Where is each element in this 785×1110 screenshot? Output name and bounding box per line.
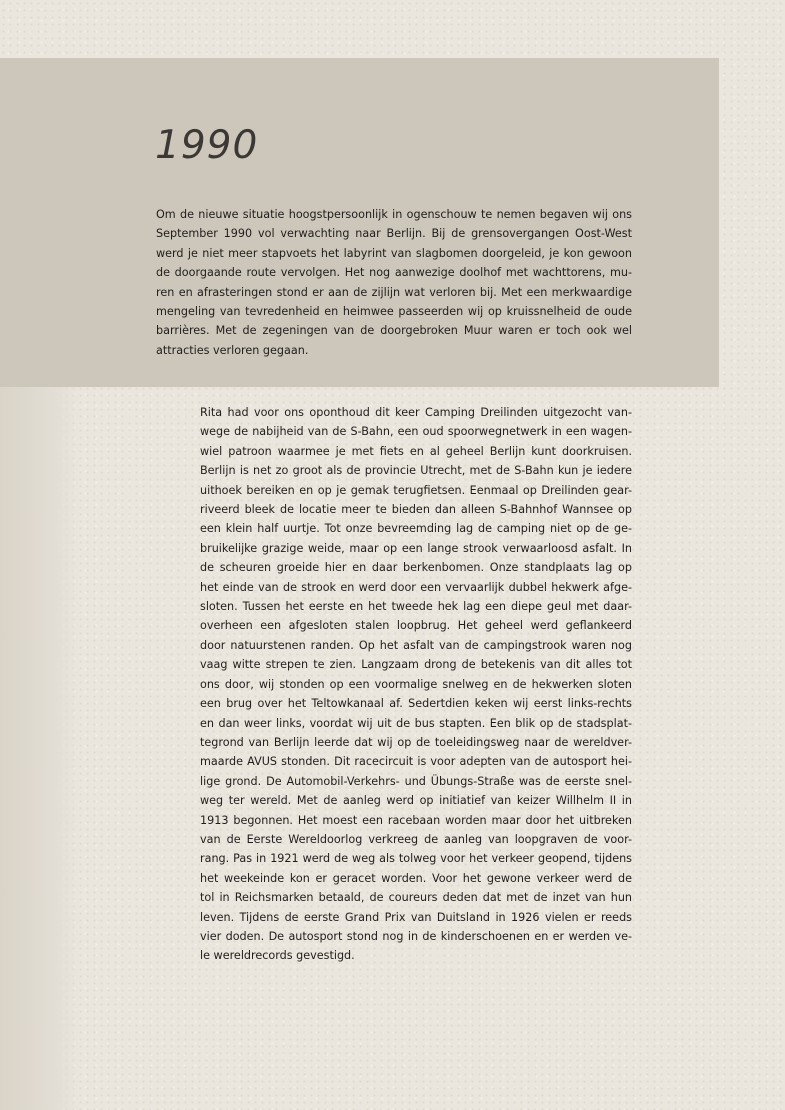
body-paragraph: [200, 403, 632, 966]
body-line: ons door, wij stonden op een voormalige snelweg en de hekwerken sloten: [200, 677, 632, 691]
body-line: de scheuren groeide hier en daar berkenbomen. Onze standplaats lag op: [200, 561, 632, 575]
body-line: van de Eerste Wereldoorlog verkreeg de aanleg van loopgraven de voor-: [200, 832, 632, 846]
body-line: het weekeinde kon er geracet worden. Voor het gewone verkeer werd de: [200, 871, 632, 885]
body-line: vier doden. De autosport stond nog in de kinderschoenen en er werden ve-: [200, 929, 632, 943]
body-line: tegrond van Berlijn leerde dat wij op de toeleidingsweg naar de wereldver-: [200, 735, 632, 749]
page-title: 1990: [155, 123, 259, 168]
intro-paragraph: [156, 205, 632, 360]
body-line: sloten. Tussen het eerste en het tweede hek lag een diepe geul met daar-: [200, 600, 632, 614]
body-line: Rita had voor ons oponthoud dit keer Camping Dreilinden uitgezocht van-: [200, 406, 632, 419]
intro-line: werd je niet meer stapvoets het labyrint van slagbomen doorgeleid, je kon gewoon: [156, 246, 632, 260]
body-line: le wereldrecords gevestigd.: [200, 949, 355, 963]
body-line: lige grond. De Automobil-Verkehrs- und Übungs-Straße was de eerste snel-: [200, 774, 632, 788]
body-line: het einde van de strook en werd door een vervaarlijk dubbel hekwerk afge-: [200, 580, 632, 594]
body-line: een brug over het Teltowkanaal af. Sedertdien keken wij eerst links-rechts: [200, 697, 632, 711]
intro-line: September 1990 vol verwachting naar Berlijn. Bij de grensovergangen Oost-West: [156, 227, 632, 241]
intro-line: mengeling van tevredenheid en heimwee passeerden wij op kruissnelheid de oude: [156, 305, 632, 319]
intro-line: ren en afrasteringen stond er aan de zijlijn wat verloren bij. Met een merkwaardige: [156, 285, 632, 299]
body-line: tol in Reichsmarken betaald, de coureurs deden dat met de inzet van hun: [200, 891, 632, 905]
body-line: wege de nabijheid van de S-Bahn, een oud spoorwegnetwerk in een wagen-: [200, 425, 632, 439]
body-line: overheen een afgesloten stalen loopbrug. Het geheel werd geflankeerd: [200, 619, 632, 633]
body-line: een klein half uurtje. Tot onze bevreemding lag de camping niet op de ge-: [200, 522, 632, 536]
body-line: door natuurstenen randen. Op het asfalt van de campingstrook waren nog: [200, 638, 632, 652]
body-line: riveerd bleek de locatie meer te bieden dan alleen S-Bahnhof Wannsee op: [200, 503, 632, 517]
body-line: 1913 begonnen. Het moest een racebaan worden maar door het uitbreken: [200, 813, 632, 827]
body-line: rang. Pas in 1921 werd de weg als tolweg voor het verkeer geopend, tijdens: [200, 852, 632, 866]
body-line: wiel patroon waarmee je met fiets en al geheel Berlijn kunt doorkruisen.: [200, 444, 632, 458]
body-line: bruikelijke grazige weide, maar op een lange strook verwaarloosd asfalt. In: [200, 541, 632, 555]
body-line: uithoek bereiken en op je gemak terugfietsen. Eenmaal op Dreilinden gear-: [200, 483, 632, 497]
body-line: vaag witte strepen te zien. Langzaam drong de betekenis van dit alles tot: [200, 658, 632, 672]
body-line: weg ter wereld. Met de aanleg werd op initiatief van keizer Willhelm II in: [200, 794, 632, 808]
side-strip: [0, 387, 80, 1110]
intro-line: attracties verloren gegaan.: [156, 343, 309, 357]
body-line: Berlijn is net zo groot als de provincie Utrecht, met de S-Bahn kun je iedere: [200, 464, 632, 478]
intro-line: barrières. Met de zegeningen van de doorgebroken Muur waren er toch ook wel: [156, 324, 632, 338]
intro-line: de doorgaande route vervolgen. Het nog aanwezige doolhof met wachttorens, mu-: [156, 266, 632, 280]
body-line: maarde AVUS stonden. Dit racecircuit is voor adepten van de autosport hei-: [200, 755, 632, 769]
body-line: leven. Tijdens de eerste Grand Prix van Duitsland in 1926 vielen er reeds: [200, 910, 632, 924]
body-line: en dan weer links, voordat wij uit de bus stapten. Een blik op de stadsplat-: [200, 716, 632, 730]
intro-line: Om de nieuwe situatie hoogstpersoonlijk in ogenschouw te nemen begaven wij ons: [156, 208, 632, 221]
